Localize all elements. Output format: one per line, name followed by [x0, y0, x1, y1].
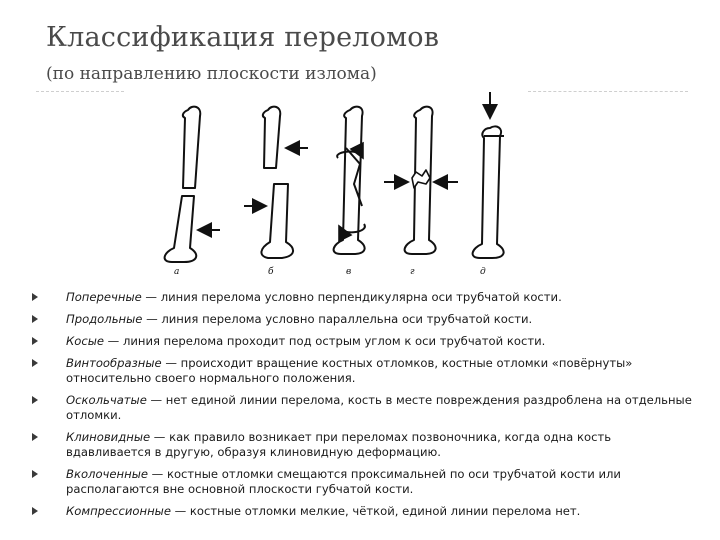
- bullet-arrow-icon: [32, 337, 38, 345]
- list-item: [32, 312, 692, 327]
- bullet-arrow-icon: [32, 359, 38, 367]
- page-subtitle: (по направлению плоскости излома): [46, 64, 377, 84]
- bullet-arrow-icon: [32, 293, 38, 301]
- figure-label-a: а: [174, 267, 180, 277]
- bullet-arrow-icon: [32, 470, 38, 478]
- list-item: [32, 393, 692, 423]
- list-item: [32, 467, 692, 497]
- list-item-text: — нет единой линии перелома, кость в месте повреждения раздроблена на отдельные отломки.: [66, 393, 692, 422]
- list-item-term: Винтообразные: [66, 356, 162, 370]
- list-item-text: — линия перелома условно параллельна оси трубчатой кости.: [142, 312, 533, 326]
- figure-label-d: г: [410, 267, 415, 277]
- list-item-term: Компрессионные: [66, 504, 171, 518]
- bone-d: [405, 107, 436, 254]
- figure-label-e: д: [480, 267, 486, 277]
- page-title: Классификация переломов: [46, 22, 440, 53]
- bone-e: [473, 126, 504, 258]
- list-item: [32, 290, 692, 305]
- list-item-text: — как правило возникает при переломах позвоночника, когда одна кость вдавливается в другую, образуя клиновидную деформацию.: [66, 430, 612, 459]
- list-item-term: Оскольчатые: [66, 393, 147, 407]
- list-item-text: — костные отломки мелкие, чёткой, единой линии перелома нет.: [170, 504, 581, 518]
- fracture-illustration: [140, 88, 520, 278]
- figure-label-c: в: [346, 267, 352, 277]
- list-item: [32, 334, 692, 349]
- bullet-arrow-icon: [32, 507, 38, 515]
- divider-left: [36, 91, 124, 92]
- divider-right: [528, 91, 688, 92]
- list-item-term: Вколоченные: [66, 467, 148, 481]
- list-item-text: — костные отломки смещаются проксимальней по оси трубчатой кости или располагаются вне основной плоскости губчатой кости.: [66, 467, 621, 496]
- list-item-text: — линия перелома проходит под острым углом к оси трубчатой кости.: [104, 334, 546, 348]
- bullet-arrow-icon: [32, 433, 38, 441]
- list-item-term: Продольные: [66, 312, 143, 326]
- classification-list: [32, 290, 692, 526]
- bullet-arrow-icon: [32, 315, 38, 323]
- list-item: [32, 430, 692, 460]
- list-item: [32, 356, 692, 386]
- list-item-text: — происходит вращение костных отломков, костные отломки «повёрнуты» относительно своего нормального положения.: [66, 356, 633, 385]
- list-item-term: Поперечные: [66, 290, 142, 304]
- bullet-arrow-icon: [32, 396, 38, 404]
- bone-a: [165, 107, 201, 262]
- list-item-term: Клиновидные: [66, 430, 151, 444]
- bone-b: [261, 107, 293, 258]
- figure-label-b: б: [268, 267, 274, 277]
- list-item: [32, 504, 692, 519]
- list-item-term: Косые: [66, 334, 104, 348]
- list-item-text: — линия перелома условно перпендикулярна оси трубчатой кости.: [141, 290, 562, 304]
